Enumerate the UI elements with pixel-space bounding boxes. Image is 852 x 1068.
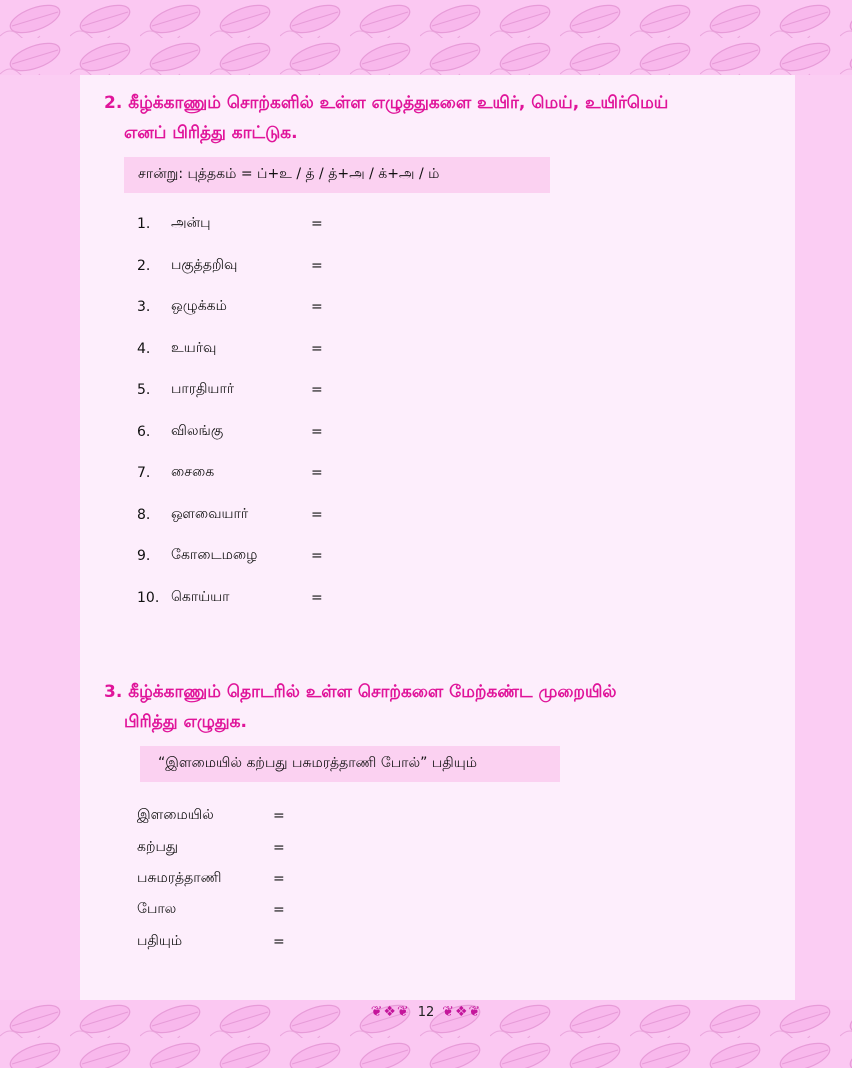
item-word: ஔவையார்: [171, 506, 249, 522]
item-equals: =: [273, 902, 285, 918]
item-word: கற்பது: [137, 839, 179, 855]
item-equals: =: [311, 507, 323, 523]
right-ornament-icon: ❦❖❦: [442, 1004, 482, 1020]
item-word: உயர்வு: [171, 340, 217, 356]
list-item: [137, 339, 323, 359]
item-equals: =: [273, 808, 285, 824]
section-2-heading: [104, 88, 784, 148]
item-number: 6.: [137, 424, 151, 440]
item-equals: =: [311, 258, 323, 274]
item-word: அன்பு: [171, 215, 211, 231]
list-item: [137, 588, 323, 608]
item-equals: =: [311, 424, 323, 440]
list-item: [137, 806, 285, 826]
item-equals: =: [273, 934, 285, 950]
list-item: [137, 546, 323, 566]
item-number: 5.: [137, 382, 151, 398]
item-word: பகுத்தறிவு: [171, 257, 238, 273]
left-ornament-icon: ❦❖❦: [370, 1004, 410, 1020]
list-item: [137, 932, 285, 952]
item-equals: =: [311, 548, 323, 564]
item-word: பாரதியார்: [171, 381, 235, 397]
item-word: சைகை: [171, 464, 215, 480]
list-item: [137, 380, 323, 400]
section-3-heading-line1: 3. கீழ்க்காணும் தொடரில் உள்ள சொற்களை மேற்கண்ட முறையில்: [104, 682, 617, 702]
list-item: [137, 422, 323, 442]
item-word: பசுமரத்தாணி: [137, 870, 222, 886]
item-equals: =: [273, 871, 285, 887]
item-equals: =: [311, 299, 323, 315]
item-equals: =: [273, 840, 285, 856]
item-number: 10.: [137, 590, 160, 606]
section-3-heading-line2: பிரித்து எழுதுக.: [124, 712, 247, 732]
section-2-example-text: சான்று: புத்தகம் = ப்+உ / த் / த்+அ / க்+அ / ம்: [138, 166, 440, 182]
item-word: பதியும்: [137, 933, 183, 949]
item-number: 3.: [137, 299, 151, 315]
section-3-heading: [104, 677, 784, 737]
item-word: கொய்யா: [171, 589, 230, 605]
top-decorative-border: [0, 0, 852, 75]
section-2-heading-line2: எனப் பிரித்து காட்டுக.: [124, 123, 298, 143]
item-equals: =: [311, 341, 323, 357]
item-word: இளமையில்: [137, 807, 214, 823]
section-2-example-box: [124, 157, 550, 193]
item-number: 7.: [137, 465, 151, 481]
section-3-example-box: [140, 746, 560, 782]
item-equals: =: [311, 590, 323, 606]
item-equals: =: [311, 216, 323, 232]
item-word: விலங்கு: [171, 423, 224, 439]
item-number: 8.: [137, 507, 151, 523]
item-equals: =: [311, 382, 323, 398]
list-item: [137, 505, 323, 525]
item-number: 1.: [137, 216, 151, 232]
list-item: [137, 838, 285, 858]
page-number: 12: [417, 1004, 435, 1020]
list-item: [137, 463, 323, 483]
section-2-heading-line1: 2. கீழ்க்காணும் சொற்களில் உள்ள எழுத்துகளை உயிர், மெய், உயிர்மெய்: [104, 93, 669, 113]
list-item: [137, 214, 323, 234]
list-item: [137, 869, 285, 889]
list-item: [137, 297, 323, 317]
item-number: 9.: [137, 548, 151, 564]
item-equals: =: [311, 465, 323, 481]
section-3-example-text: “இளமையில் கற்பது பசுமரத்தாணி போல்” பதியும்: [158, 755, 477, 771]
item-number: 2.: [137, 258, 151, 274]
item-word: போல: [137, 901, 177, 917]
list-item: [137, 256, 323, 276]
item-word: கோடைமழை: [171, 547, 258, 563]
page-footer: [0, 1002, 852, 1022]
list-item: [137, 900, 285, 920]
item-number: 4.: [137, 341, 151, 357]
item-word: ஒழுக்கம்: [171, 298, 227, 314]
